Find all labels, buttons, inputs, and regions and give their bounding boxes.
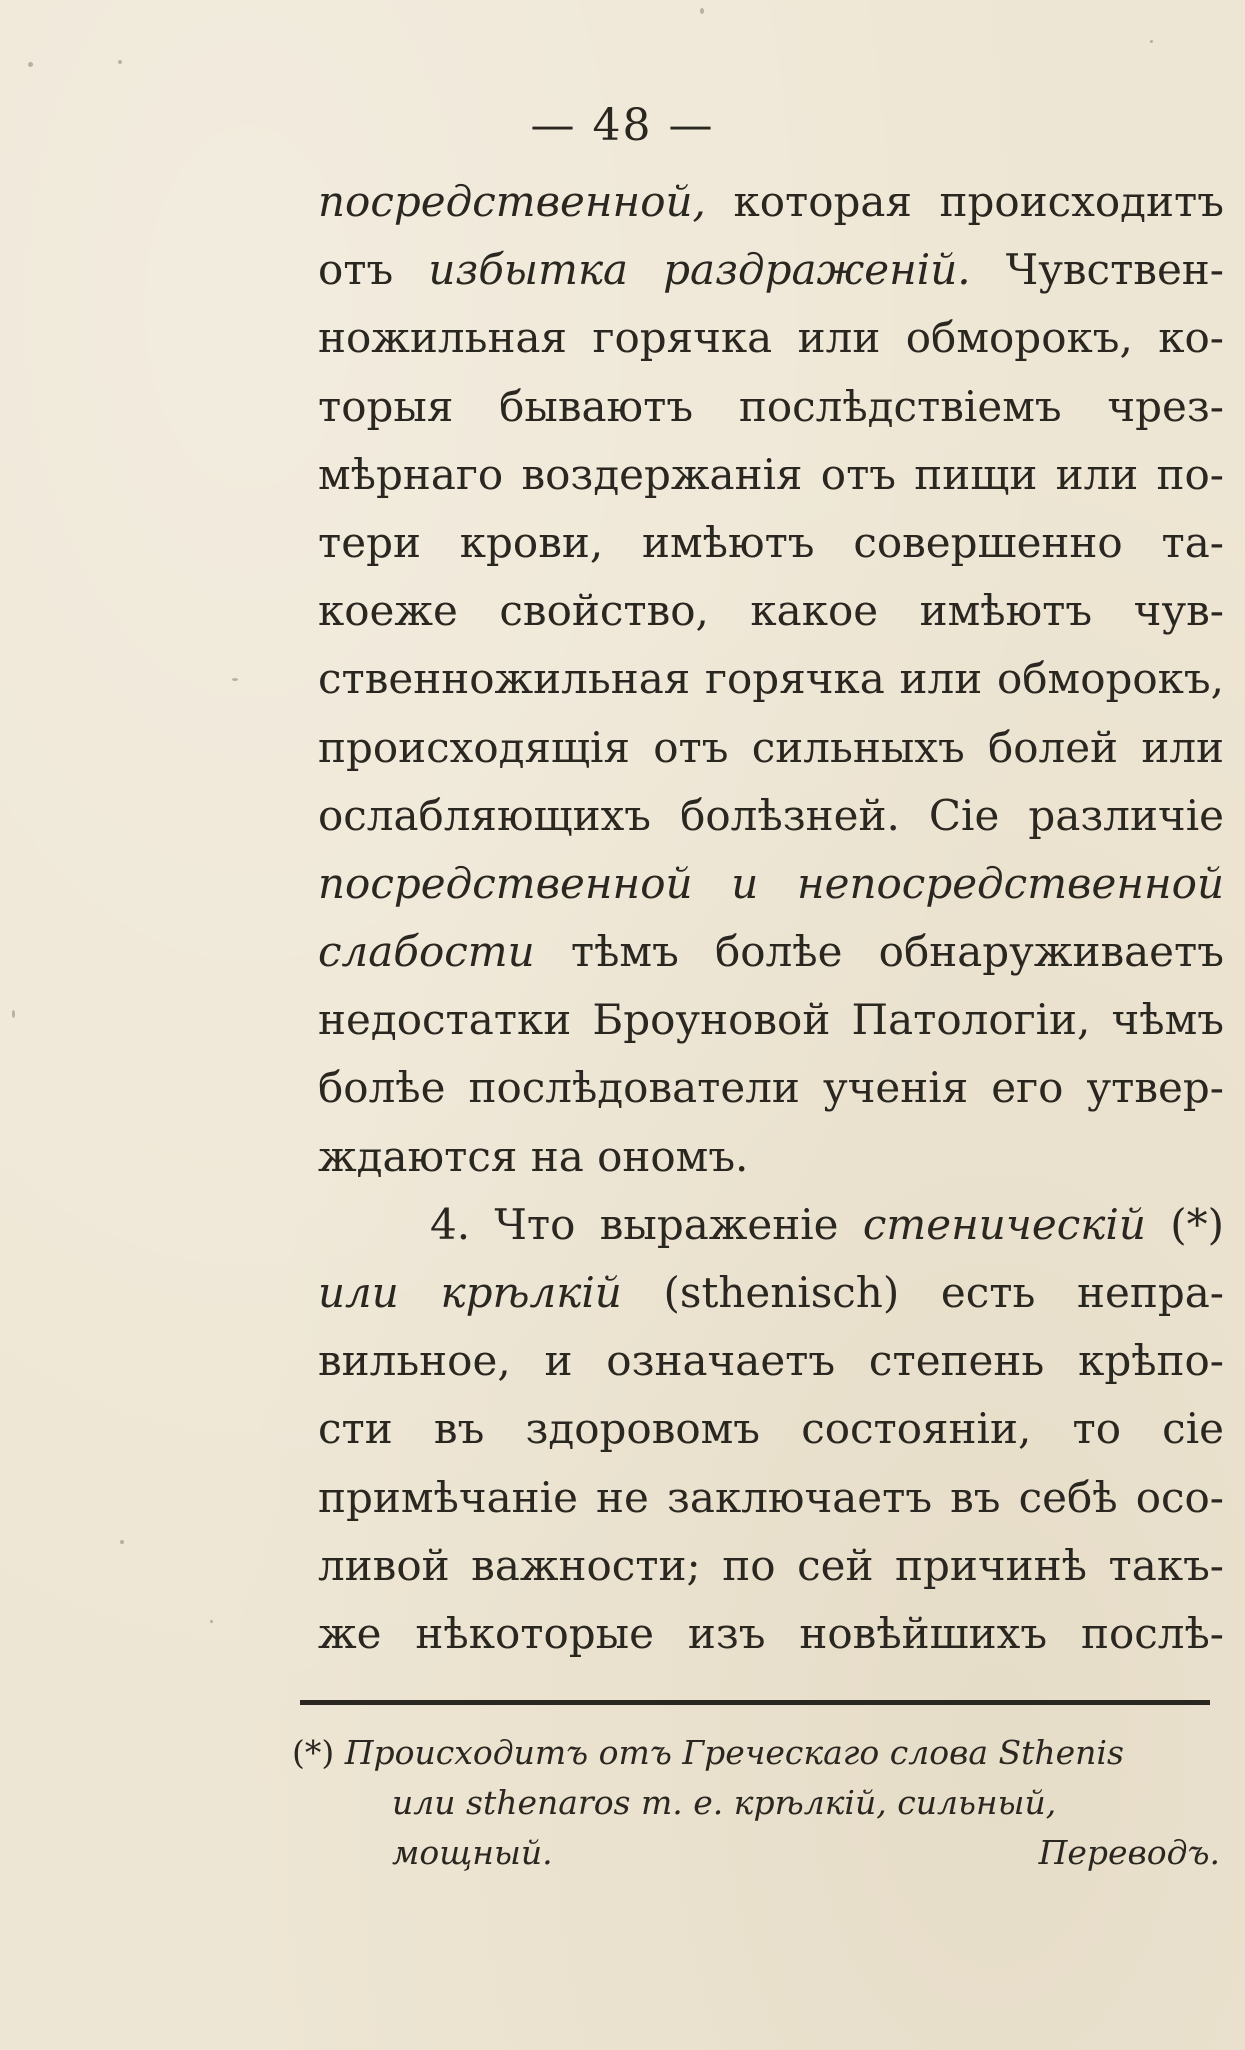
- footnote-text: Происходитъ отъ Греческаго слова Sthenis: [334, 1733, 1124, 1772]
- text-segment: Чувствен-: [970, 245, 1224, 295]
- text-line: ственножильная горячка или обморокъ,: [318, 654, 1224, 704]
- paper-speck: [232, 678, 238, 681]
- footnote-divider: [300, 1700, 1210, 1705]
- text-line: [318, 1191, 1224, 1259]
- emphasis-text: или крѣлкій: [318, 1268, 622, 1317]
- footnote-text: мощный.: [392, 1833, 553, 1872]
- text-line: [318, 1259, 1224, 1327]
- footnote-signature: Переводъ.: [1038, 1833, 1220, 1872]
- emphasis-text: посредственной,: [318, 177, 706, 226]
- page-number: — 48 —: [530, 100, 715, 151]
- paper-speck: [28, 62, 33, 67]
- text-segment: (sthenisch) есть непра-: [621, 1268, 1224, 1317]
- text-line: ослабляющихъ болѣзней. Сіе различіе: [318, 790, 1224, 840]
- text-line: сти въ здоровомъ состояніи, то сіе: [318, 1404, 1224, 1454]
- paper-speck: [120, 1540, 124, 1544]
- text-line: мѣрнаго воздержанія отъ пищи или по-: [318, 449, 1224, 499]
- footnote-reference: (*): [1145, 1199, 1224, 1249]
- text-line: посредственной и непосредственной: [318, 858, 1224, 908]
- text-line: [318, 918, 1224, 986]
- footnote-mark: (*): [292, 1733, 335, 1772]
- paper-speck: [12, 1010, 15, 1018]
- emphasis-text: стеническій: [862, 1199, 1146, 1249]
- emphasis-text: избытка раздраженій.: [428, 245, 971, 295]
- footnote: [292, 1728, 1220, 1878]
- paper-speck: [118, 60, 122, 64]
- text-segment: 4. Что выраженіе: [430, 1199, 863, 1249]
- text-line: болѣе послѣдователи ученія его утвер-: [318, 1063, 1224, 1113]
- text-line: примѣчаніе не заключаетъ въ себѣ осо-: [318, 1472, 1224, 1522]
- text-line: [318, 168, 1224, 236]
- text-line: торыя бываютъ послѣдствіемъ чрез-: [318, 381, 1224, 431]
- text-line: коеже свойство, какое имѣютъ чув-: [318, 586, 1224, 636]
- text-line: недостатки Броуновой Патологіи, чѣмъ: [318, 995, 1224, 1045]
- text-line: вильное, и означаетъ степень крѣпо-: [318, 1336, 1224, 1386]
- main-text: [318, 168, 1224, 1668]
- paper-speck: [1150, 40, 1153, 43]
- text-line: ливой важности; по сей причинѣ такъ-: [318, 1540, 1224, 1590]
- paper-speck: [700, 8, 704, 14]
- text-segment: тѣмъ болѣе обнаруживаетъ: [534, 927, 1224, 977]
- text-line: [318, 236, 1224, 304]
- emphasis-text: слабости: [318, 927, 535, 977]
- text-line: же нѣкоторые изъ новѣйшихъ послѣ-: [318, 1608, 1224, 1658]
- text-segment: отъ: [318, 245, 429, 295]
- footnote-line: [292, 1828, 1220, 1878]
- paper-speck: [210, 1620, 213, 1623]
- text-line: тери крови, имѣютъ совершенно та-: [318, 517, 1224, 567]
- text-line: ждаются на ономъ.: [318, 1131, 749, 1181]
- footnote-line: или sthenaros т. е. крѣлкій, сильный,: [392, 1783, 1057, 1822]
- text-line: происходящія отъ сильныхъ болей или: [318, 722, 1224, 772]
- text-segment: которая происходитъ: [705, 177, 1224, 226]
- footnote-line: [292, 1728, 1220, 1778]
- text-line: ножильная горячка или обморокъ, ко-: [318, 313, 1224, 363]
